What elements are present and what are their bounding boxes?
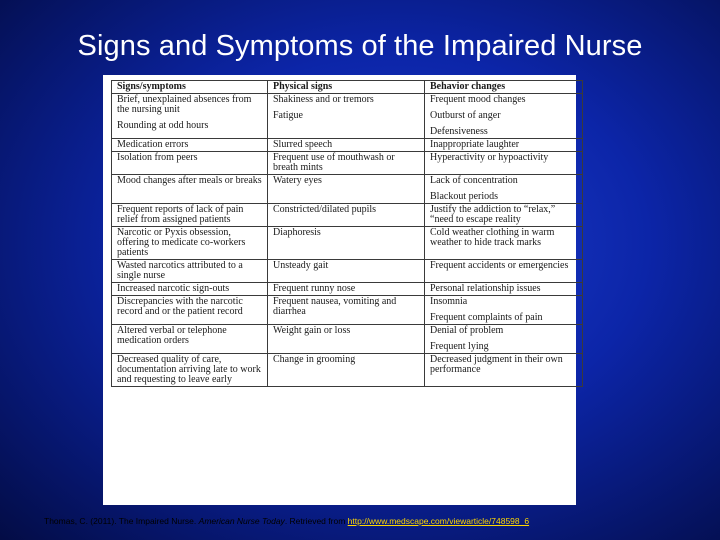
cell-text: Medication errors [117,139,189,150]
cell-text: Defensiveness [430,126,488,137]
cell-text: Change in grooming [273,354,356,365]
table-row [112,260,583,283]
symptoms-table [111,80,583,387]
cell-text: Weight gain or loss [273,325,351,336]
table-row [112,296,583,325]
cell-text: Frequent complaints of pain [430,312,543,323]
signs-cell [112,94,268,139]
behavior-cell [425,325,583,354]
table-row [112,152,583,175]
behavior-cell [425,175,583,204]
cell-text: Cold weather clothing in warm weather to hide track marks [430,227,555,248]
cell-text: Blackout periods [430,191,499,202]
cell-text: Outburst of anger [430,110,501,121]
table-header-row [112,81,583,94]
physical-cell [268,227,425,260]
signs-cell [112,139,268,152]
cell-text: Wasted narcotics attributed to a single nurse [117,260,243,281]
symptoms-table-image [103,75,576,505]
physical-cell [268,94,425,139]
cell-text: Frequent accidents or emergencies [430,260,569,271]
signs-cell [112,204,268,227]
signs-cell [112,175,268,204]
table-row [112,325,583,354]
signs-cell [112,152,268,175]
cell-text: Narcotic or Pyxis obsession, offering to medicate co-workers patients [117,227,246,258]
physical-cell [268,204,425,227]
cell-text: Increased narcotic sign-outs [117,283,230,294]
cell-text: Frequent use of mouthwash or breath mints [273,152,395,173]
cell-text: Mood changes after meals or breaks [117,175,262,186]
signs-cell [112,260,268,283]
cell-text: Decreased quality of care, documentation arriving late to work and requesting to leave early [117,354,261,385]
behavior-cell [425,152,583,175]
behavior-cell [425,354,583,387]
table-row [112,227,583,260]
cell-text: Fatigue [273,110,303,121]
table-row [112,354,583,387]
cell-text: Slurred speech [273,139,333,150]
signs-cell [112,283,268,296]
behavior-cell [425,139,583,152]
physical-cell [268,325,425,354]
citation [44,516,704,526]
table-row [112,94,583,139]
behavior-cell [425,94,583,139]
signs-cell [112,354,268,387]
cell-text: Personal relationship issues [430,283,541,294]
table-row [112,204,583,227]
table-body [112,94,583,387]
signs-cell [112,227,268,260]
cell-text: Shakiness and or tremors [273,94,374,105]
physical-cell [268,354,425,387]
physical-cell [268,152,425,175]
cell-text: Denial of problem [430,325,504,336]
cell-text: Frequent lying [430,341,489,352]
citation-link[interactable]: http://www.medscape.com/viewarticle/748598_6 [347,516,530,526]
cell-text: Frequent nausea, vomiting and diarrhea [273,296,397,317]
physical-cell [268,296,425,325]
behavior-cell [425,204,583,227]
header-behavior-changes: Behavior changes [425,81,583,94]
cell-text: Discrepancies with the narcotic record and or the patient record [117,296,243,317]
cell-text: Justify the addiction to “relax,” “need to escape reality [430,204,556,225]
behavior-cell [425,227,583,260]
physical-cell [268,175,425,204]
physical-cell [268,139,425,152]
behavior-cell [425,283,583,296]
signs-cell [112,325,268,354]
cell-text: Frequent runny nose [273,283,356,294]
cell-text: Hyperactivity or hypoactivity [430,152,549,163]
cell-text: Frequent reports of lack of pain relief from assigned patients [117,204,244,225]
citation-journal: American Nurse Today [198,516,285,526]
table-row [112,283,583,296]
cell-text: Decreased judgment in their own performance [430,354,563,375]
slide-title: Signs and Symptoms of the Impaired Nurse [77,30,643,62]
cell-text: Lack of concentration [430,175,518,186]
table-row [112,139,583,152]
table-row [112,175,583,204]
cell-text: Altered verbal or telephone medication orders [117,325,227,346]
signs-cell [112,296,268,325]
citation-prefix: Thomas, C. (2011). The Impaired Nurse. [44,516,197,526]
citation-middle: . Retrieved from [284,516,346,526]
cell-text: Rounding at odd hours [117,120,209,131]
physical-cell [268,260,425,283]
behavior-cell [425,296,583,325]
cell-text: Brief, unexplained absences from the nursing unit [117,94,252,115]
cell-text: Watery eyes [273,175,322,186]
header-physical-signs: Physical signs [268,81,425,94]
header-signs-symptoms: Signs/symptoms [112,81,268,94]
physical-cell [268,283,425,296]
cell-text: Frequent mood changes [430,94,526,105]
cell-text: Inappropriate laughter [430,139,520,150]
cell-text: Diaphoresis [273,227,321,238]
behavior-cell [425,260,583,283]
cell-text: Constricted/dilated pupils [273,204,377,215]
cell-text: Isolation from peers [117,152,198,163]
cell-text: Insomnia [430,296,468,307]
cell-text: Unsteady gait [273,260,329,271]
